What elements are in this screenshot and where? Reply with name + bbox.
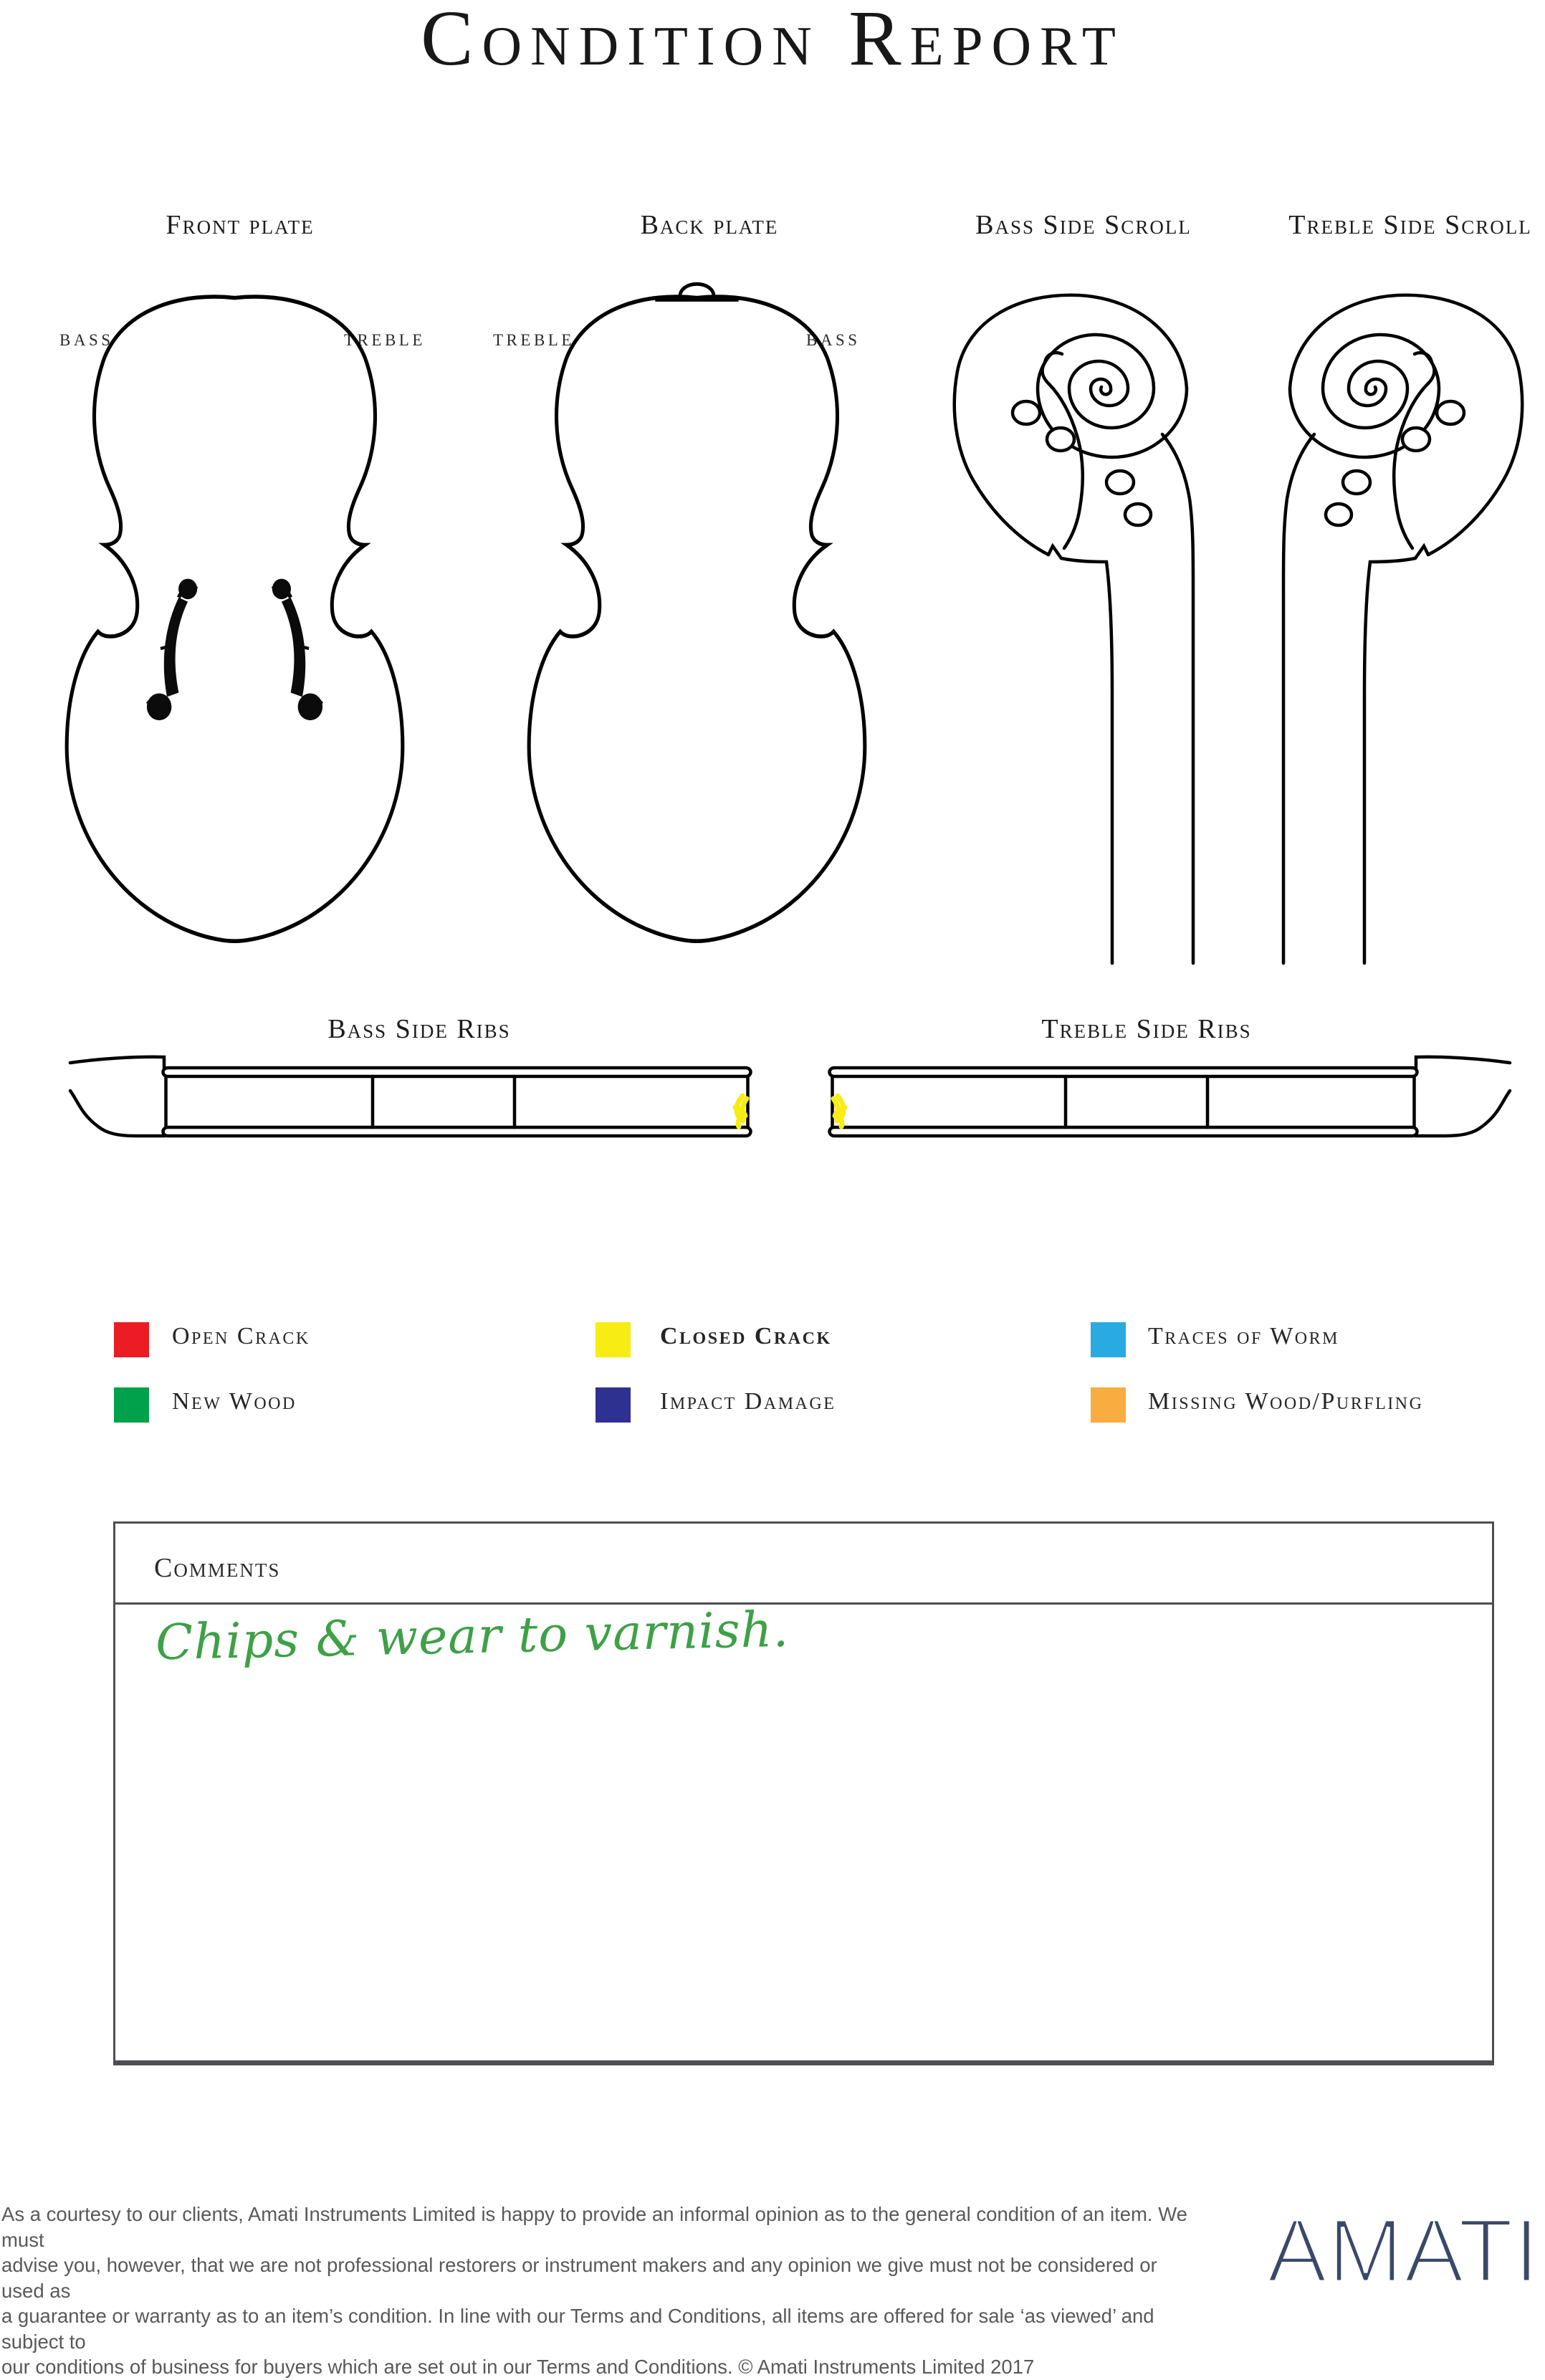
peg-hole (1402, 428, 1430, 451)
legend-swatch (114, 1387, 149, 1423)
disclaimer-line: advise you, however, that we are not professional restorers or instrument makers and any opinion we give must not be considered or used as (1, 2254, 1157, 2302)
treble-scroll-title: Treble Side Scroll (1288, 210, 1532, 240)
pegbox-back-edge (955, 371, 1048, 555)
front-plate-treble-label: TREBLE (344, 331, 426, 349)
f-hole-left-icon (147, 579, 197, 721)
front-plate-title: Front plate (166, 210, 315, 240)
bass-ribs-diagram (64, 1050, 763, 1147)
comments-header: Comments (154, 1553, 281, 1583)
neck-front-edge (1162, 434, 1193, 963)
bass-scroll-diagram (932, 287, 1240, 967)
closed-crack-mark (735, 1096, 747, 1127)
legend-swatch (1091, 1387, 1126, 1423)
legend-label: Traces of Worm (1148, 1323, 1339, 1349)
front-plate-diagram (39, 272, 430, 957)
pegbox-back-edge (1428, 371, 1522, 555)
top-edge-bar (163, 1068, 751, 1076)
treble-ribs-title: Treble Side Ribs (1041, 1014, 1252, 1044)
legend-swatch (595, 1322, 631, 1357)
comments-box (113, 1521, 1494, 2065)
neck-heel-curve (70, 1091, 165, 1136)
comments-divider (115, 1602, 1492, 1605)
legend-label: Closed Crack (660, 1323, 832, 1349)
back-plate-bass-label: BASS (806, 331, 861, 349)
bass-ribs-title: Bass Side Ribs (327, 1014, 511, 1044)
peg-hole (1343, 471, 1370, 494)
disclaimer-line: As a courtesy to our clients, Amati Instruments Limited is happy to provide an informal opinion as to the general condition of an item. We must (1, 2203, 1187, 2251)
legend-label: Missing Wood/Purfling (1148, 1388, 1424, 1415)
top-edge-bar (830, 1068, 1417, 1076)
violin-outline (67, 297, 403, 941)
bottom-edge-bar (163, 1127, 751, 1136)
peg-hole (1106, 471, 1134, 494)
legend-label: Impact Damage (660, 1388, 836, 1415)
peg-hole (1047, 428, 1074, 451)
front-plate-bass-label: BASS (59, 331, 114, 349)
disclaimer-line: our conditions of business for buyers which are set out in our Terms and Conditions. © Amati Instruments Limited 2017 (1, 2356, 1035, 2378)
bottom-edge-bar (830, 1127, 1417, 1136)
fingerboard-edge (1416, 1057, 1510, 1068)
back-plate-title: Back plate (640, 210, 779, 240)
back-plate-treble-label: TREBLE (493, 331, 575, 349)
neck-front-edge (1283, 434, 1314, 963)
treble-scroll-diagram (1237, 287, 1545, 967)
amati-logo: AMATI (1267, 2200, 1540, 2301)
back-plate-diagram (502, 272, 892, 957)
peg-hole (1013, 401, 1040, 424)
disclaimer-line: a guarantee or warranty as to an item’s condition. In line with our Terms and Conditions, all items are offered for sale ‘as viewed’ and subject to (1, 2305, 1154, 2353)
peg-hole (1437, 401, 1464, 424)
legend-swatch (114, 1322, 149, 1357)
bass-scroll-title: Bass Side Scroll (975, 210, 1192, 240)
treble-ribs-diagram (817, 1050, 1516, 1147)
neck-heel-and-nut (1364, 546, 1428, 963)
legend-swatch (595, 1387, 631, 1423)
footer-disclaimer (1, 2202, 1191, 2380)
neck-heel-and-nut (1048, 546, 1112, 963)
violin-outline (529, 297, 865, 941)
legend-swatch (1091, 1322, 1126, 1357)
closed-crack-mark (833, 1096, 845, 1127)
handwritten-comment: Chips & wear to varnish. (155, 1601, 790, 1672)
f-hole-right-icon (272, 579, 322, 721)
peg-hole (1125, 504, 1151, 525)
legend-label: New Wood (172, 1388, 297, 1415)
fingerboard-edge (70, 1057, 164, 1068)
legend-label: Open Crack (172, 1323, 310, 1349)
page-title: Condition Report (421, 0, 1124, 82)
neck-heel-curve (1415, 1091, 1510, 1136)
peg-hole (1326, 504, 1352, 525)
